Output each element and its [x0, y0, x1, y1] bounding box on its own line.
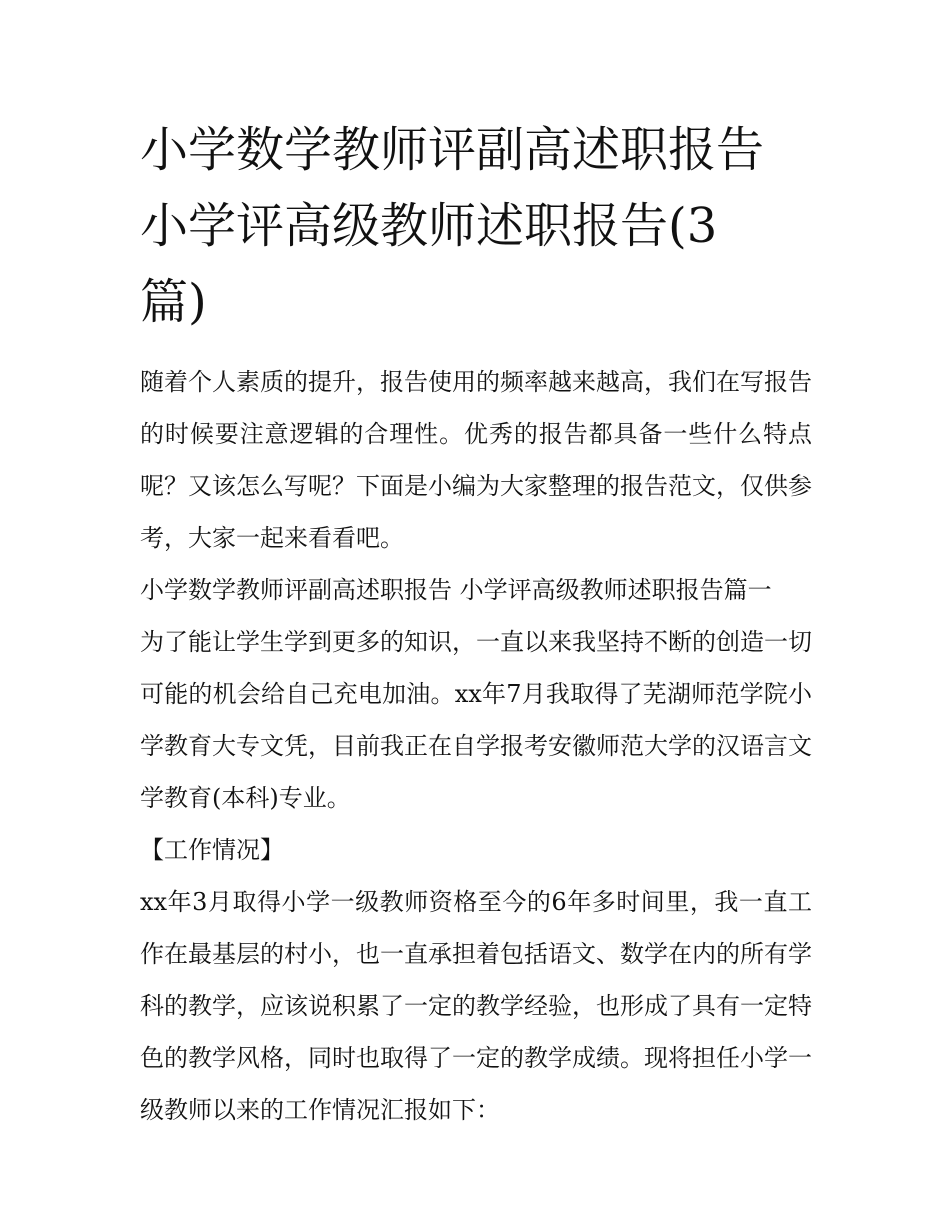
title-line: 篇): [140, 274, 207, 330]
title-line: 小学数学教师评副高述职报告: [140, 122, 765, 178]
document-title: [140, 112, 812, 340]
section-heading: 小学数学教师评副高述职报告 小学评高级教师述职报告篇一: [140, 576, 772, 604]
document-body: [140, 356, 812, 1136]
document-content: [140, 112, 812, 1136]
body-paragraph: 为了能让学生学到更多的知识，一直以来我坚持不断的创造一切可能的机会给自己充电加油。xx年7月我取得了芜湖师范学院小学教育大专文凭，目前我正在自学报考安徽师范大学的汉语言文学教育(本科)专业。: [140, 628, 812, 812]
intro-paragraph: 随着个人素质的提升，报告使用的频率越来越高，我们在写报告的时候要注意逻辑的合理性。优秀的报告都具备一些什么特点呢？又该怎么写呢？下面是小编为大家整理的报告范文，仅供参考，大家一起来看看吧。: [140, 368, 812, 552]
title-line: 小学评高级教师述职报告(3: [140, 198, 718, 254]
subsection-heading: 【工作情况】: [140, 836, 284, 864]
body-paragraph: xx年3月取得小学一级教师资格至今的6年多时间里，我一直工作在最基层的村小，也一直承担着包括语文、数学在内的所有学科的教学，应该说积累了一定的教学经验，也形成了具有一定特色的教学风格，同时也取得了一定的教学成绩。现将担任小学一级教师以来的工作情况汇报如下：: [140, 888, 812, 1124]
